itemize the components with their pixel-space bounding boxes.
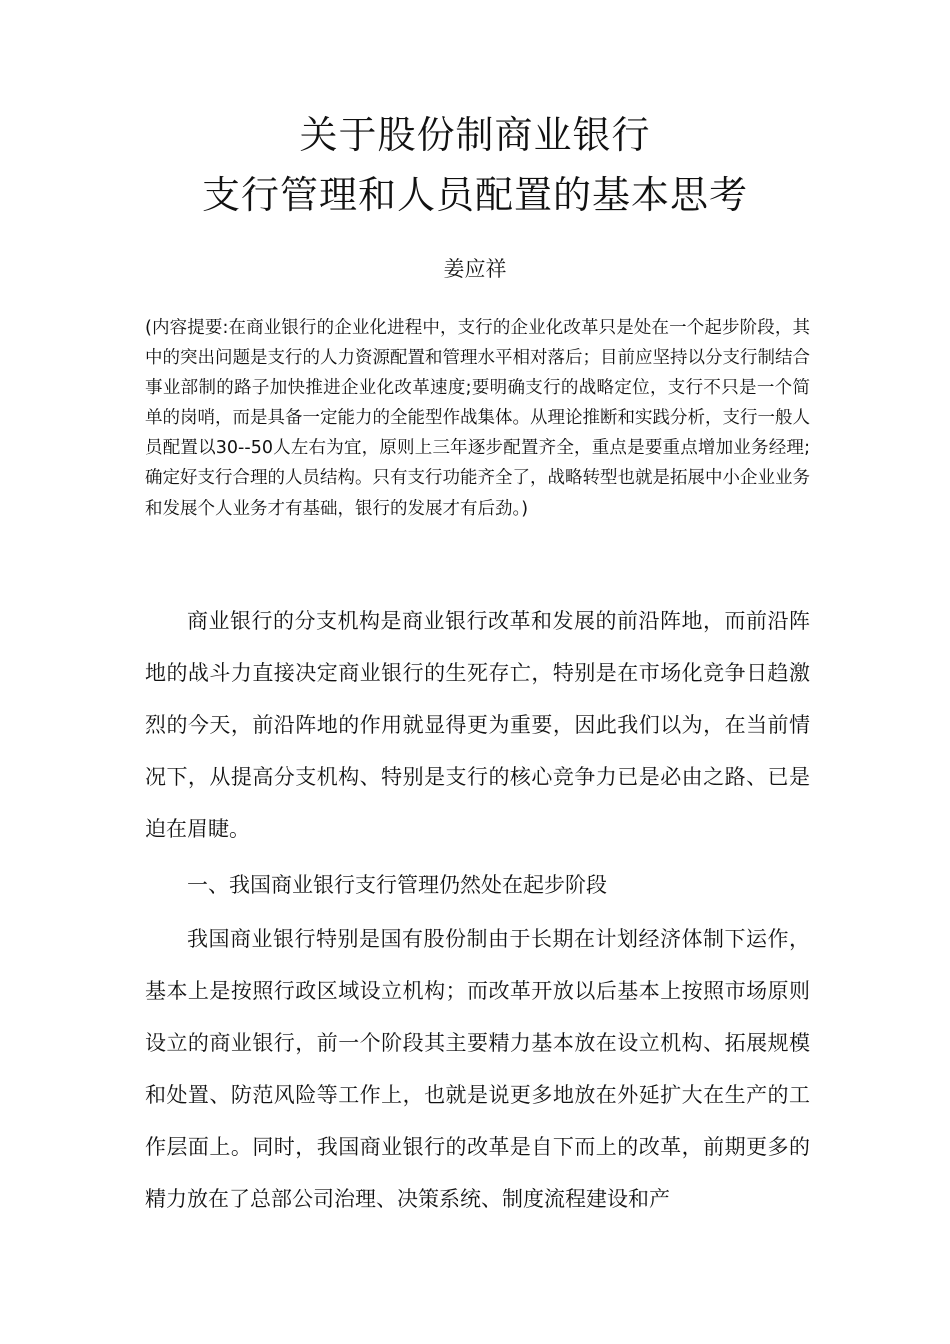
section-heading-1: 一、我国商业银行支行管理仍然处在起步阶段 (187, 873, 607, 897)
body-paragraph-2: 我国商业银行特别是国有股份制由于长期在计划经济体制下运作，基本上是按照行政区域设立机构；而改革开放以后基本上按照市场原则设立的商业银行，前一个阶段其主要精力基本放在设立机构、拓展规模和处置、防范风险等工作上，也就是说更多地放在外延扩大在生产的工作层面上。同时，我国商业银行的改革是自下而上的改革，前期更多的精力放在了总部公司治理、决策系统、制度流程建设和产 (145, 927, 810, 1211)
document-title-line-1: 关于股份制商业银行 (299, 113, 651, 157)
abstract-text: (内容提要:在商业银行的企业化进程中，支行的企业化改革只是处在一个起步阶段，其中的突出问题是支行的人力资源配置和管理水平相对落后；目前应坚持以分支行制结合事业部制的路子加快推进企业化改革速度;要明确支行的战略定位，支行不只是一个简单的岗哨，而是具备一定能力的全能型作战集体。从理论推断和实践分析，支行一般人员配置以30--50人左右为宜，原则上三年逐步配置齐全，重点是要重点增加业务经理;确定好支行合理的人员结构。只有支行功能齐全了，战略转型也就是拓展中小企业业务和发展个人业务才有基础，银行的发展才有后劲。) (145, 318, 810, 519)
body-paragraph-1: 商业银行的分支机构是商业银行改革和发展的前沿阵地，而前沿阵地的战斗力直接决定商业银行的生死存亡，特别是在市场化竞争日趋激烈的今天，前沿阵地的作用就显得更为重要，因此我们以为，在当前情况下，从提高分支机构、特别是支行的核心竞争力已是必由之路、已是迫在眉睫。 (145, 609, 810, 841)
document-title-line-2: 支行管理和人员配置的基本思考 (201, 173, 748, 217)
author-name: 姜应祥 (443, 257, 507, 281)
